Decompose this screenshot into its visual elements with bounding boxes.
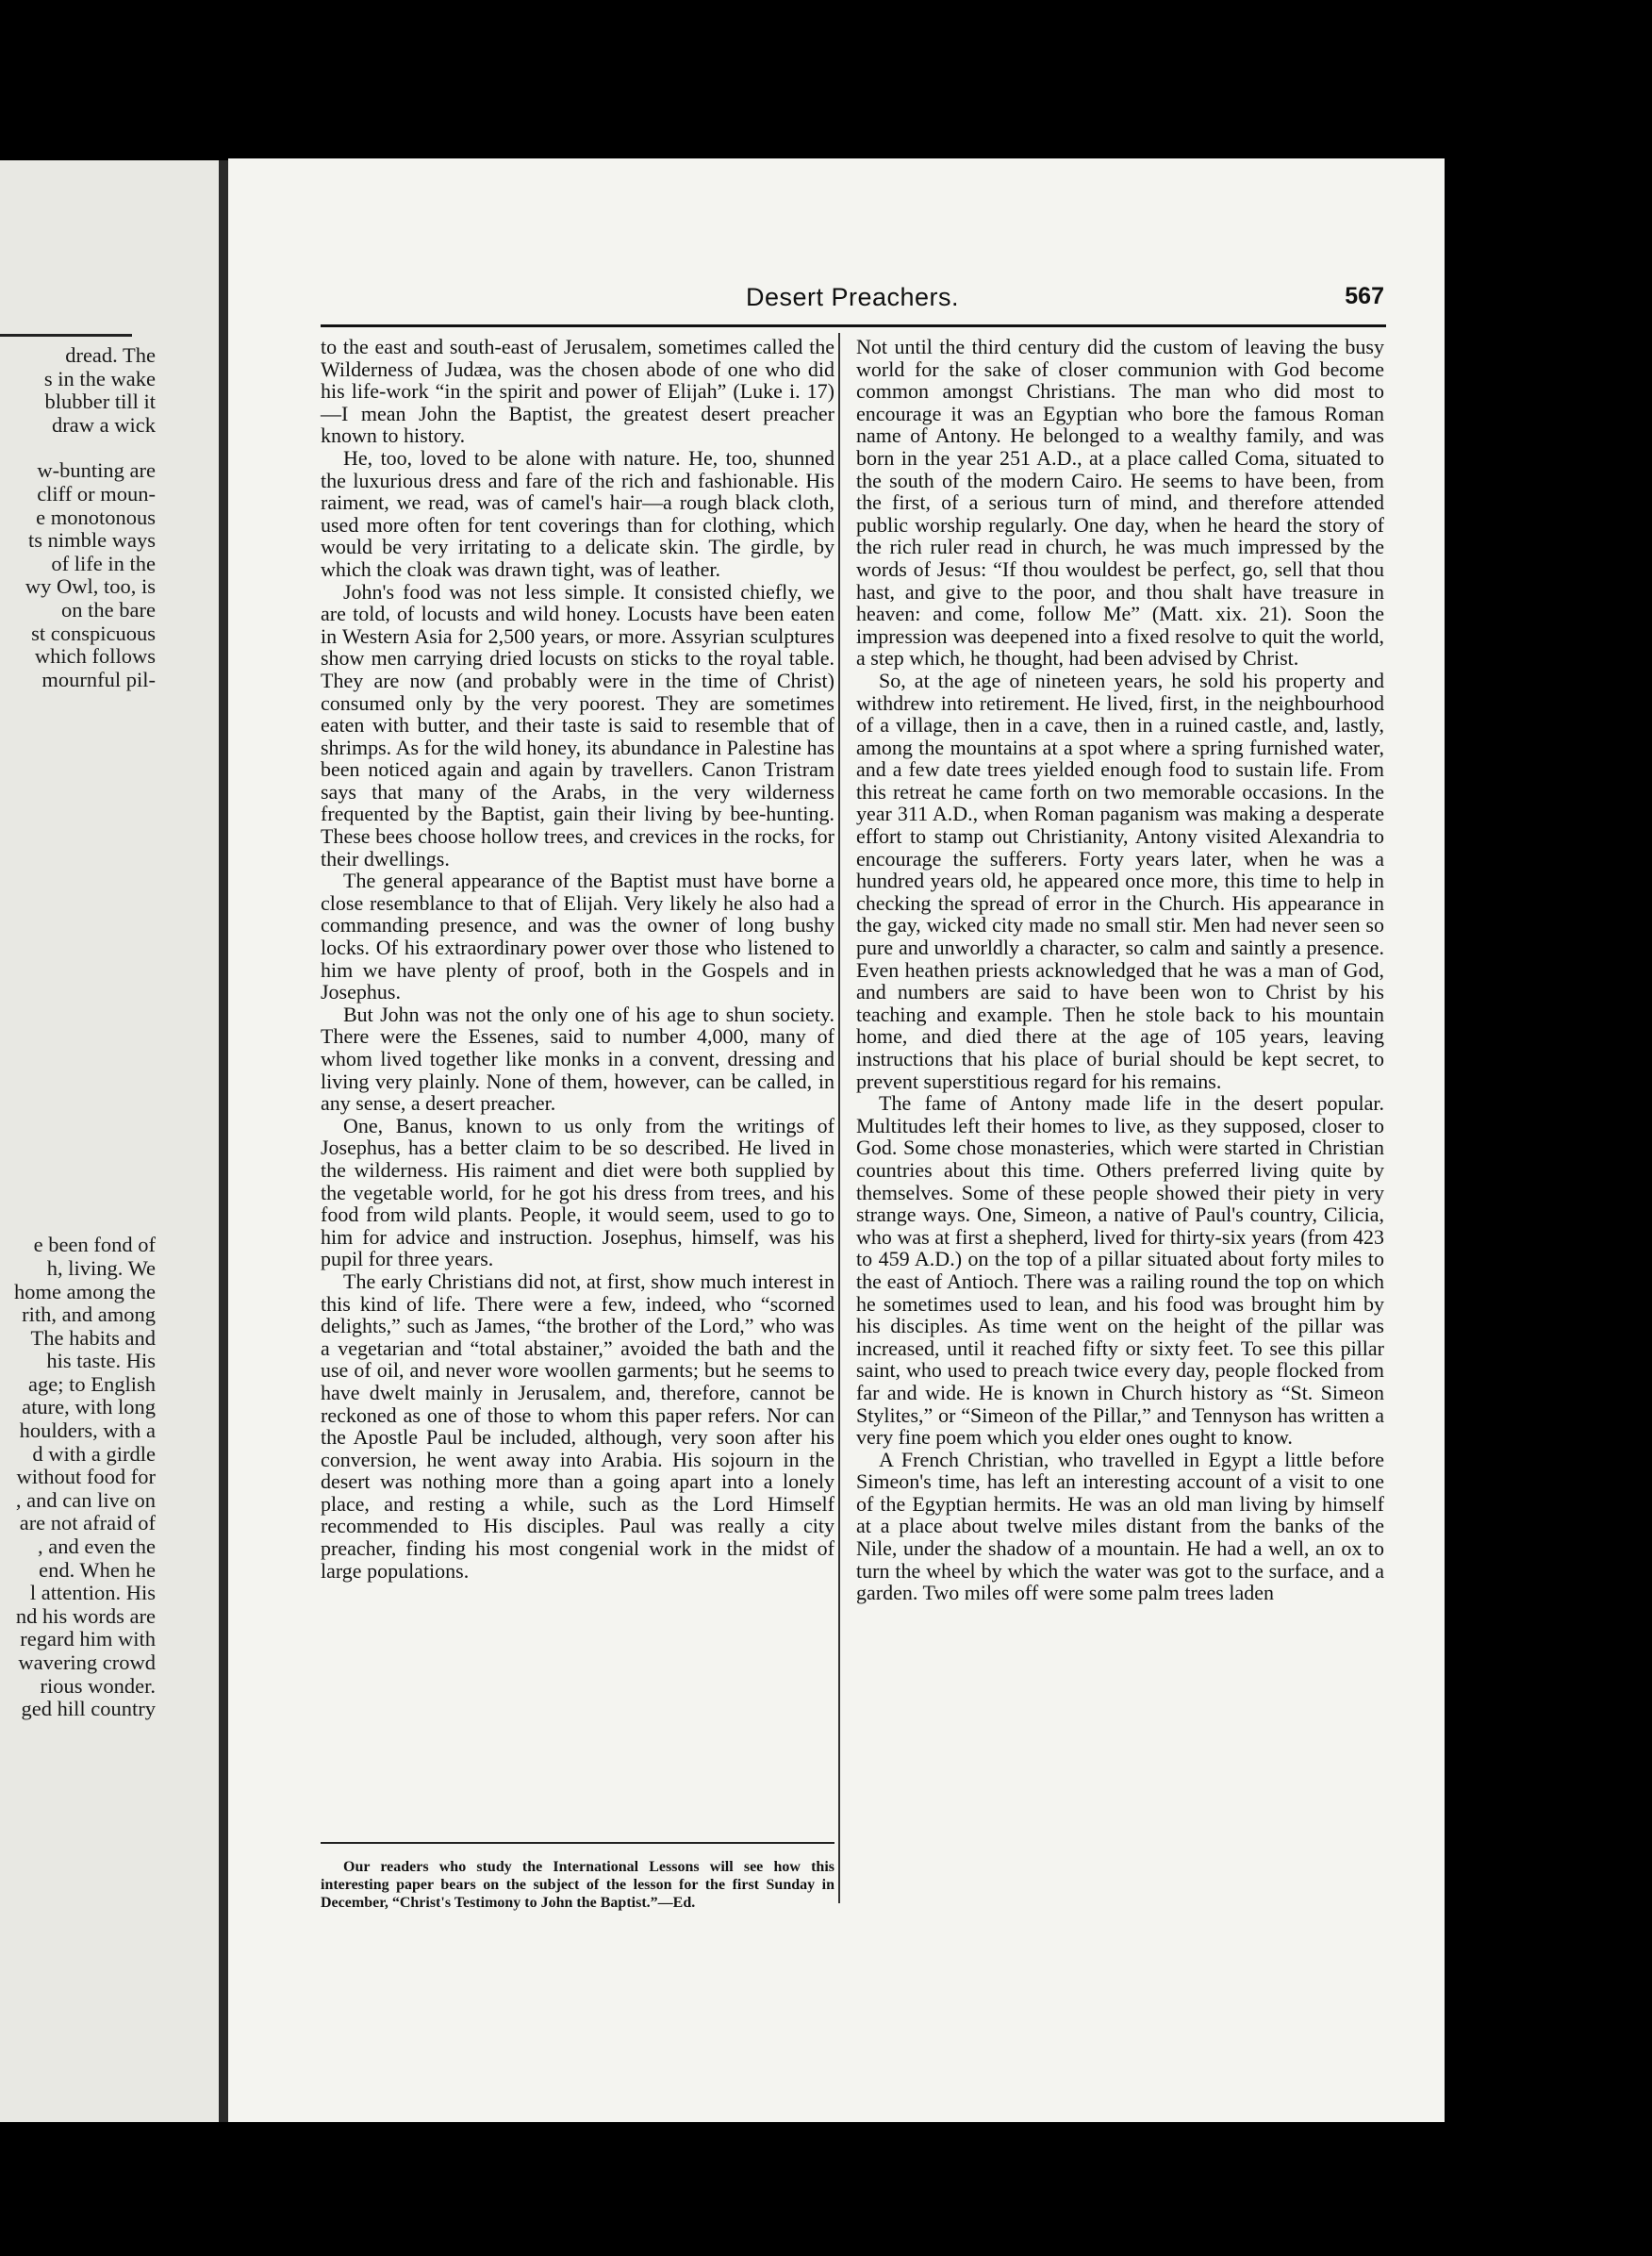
facing-page-line: The habits and [30,1326,156,1350]
facing-page-line: rious wonder. [40,1674,156,1698]
paragraph: Not until the third century did the custom of leaving the busy world for the sake of closer communion with God become common amongst Christians. The man who did most to encourage it was an Egyptian who bore the famous Roman name of Antony. He belonged to a wealthy family, and was born in the year 251 A.D., at a place called Coma, situated to the south of the modern Cairo. He seems to have been, from the first, of a serious turn of mind, and therefore attended public worship regularly. One day, when he heard the story of the rich ruler read in church, he was much impressed by the words of Jesus: “If thou wouldest be perfect, go, sell that thou hast, and give to the poor, and thou shalt have treasure in heaven: and come, follow Me” (Matt. xix. 21). Soon the impression was deepened into a fixed resolve to quit the world, a step which, he thought, had been advised by Christ. [856,335,1384,671]
facing-page-line: h, living. We [46,1256,156,1280]
paragraph: So, at the age of nineteen years, he sold his property and withdrew into retirement. He lived, first, in the neighbourhood of a village, then in a cave, then in a ruined castle, and, lastly, among the mountains at a spot where a spring furnished water, and a few date trees yielded enough food to sustain life. From this retreat he came forth on two memorable occasions. In the year 311 A.D., when Roman paganism was making a desperate effort to stamp out Christianity, Antony visited Alexandria to encourage the sufferers. Forty years later, when he was a hundred years old, he appeared once more, this time to help in checking the spread of error in the Church. His appearance in the gay, wicked city made no small stir. Men had never seen so pure and unworldly a character, so calm and saintly a presence. Even heathen priests acknowledged that he was a man of God, and numbers are said to have been won to Christ by his teaching and example. Then he stole back to his mountain home, and died there at the age of 105 years, leaving instructions that his place of burial should be kept secret, to prevent superstitious regard for his remains. [856,668,1384,1093]
column-divider [838,333,840,1903]
facing-page-line: wavering crowd [18,1651,156,1674]
facing-page-line: end. When he [39,1558,156,1582]
facing-page-line: st conspicuous [31,622,156,645]
paragraph: He, too, loved to be alone with nature. He, too, shunned the luxurious dress and fare of the rich and fashionable. His raiment, we read, was of camel's hair—a rough black cloth, used more often for tent coverings than for clothing, which would be very irritating to a delicate skin. The girdle, by which the cloak was drawn tight, was of leather. [321,445,834,581]
page-header [321,283,1384,321]
facing-page-text [0,344,156,1721]
facing-page-line: which follows [34,645,156,669]
paragraph: John's food was not less simple. It consisted chiefly, we are told, of locusts and wild honey. Locusts have been eaten in Western Asia for 2,500 years, or more. Assyrian sculptures show men carrying dried locusts on sticks to the royal table. They are now (and probably were in the time of Christ) consumed only by the very poorest. They are sometimes eaten with butter, and their taste is said to resemble that of shrimps. As for the wild honey, its abundance in Palestine has been noticed again and again by travellers. Canon Tristram says that many of the Arabs, in the very wilderness frequented by the Baptist, gain their living by bee-hunting. These bees choose hollow trees, and crevices in the rocks, for their dwellings. [321,579,834,871]
fragment-gap [0,691,156,1234]
paragraph: to the east and south-east of Jerusalem, sometimes called the Wilderness of Judæa, was the chosen abode of one who did his life-work “in the spirit and power of Elijah” (Luke i. 17)—I mean John the Baptist, the greatest desert preacher known to history. [321,335,834,448]
facing-page-line: e been fond of [33,1234,156,1257]
paragraph: The general appearance of the Baptist must have borne a close resemblance to that of Elijah. Very likely he also had a commanding presence, and was the owner of long bushy locks. Of his extraordinary power over those who listened to him we have plenty of proof, both in the Gospels and in Josephus. [321,869,834,1004]
facing-page-line: dread. The [65,344,156,367]
text-column-left [321,336,834,1582]
facing-page-line: blubber till it [44,390,156,414]
facing-page-line: wy Owl, too, is [25,575,156,599]
facing-page-line: regard him with [20,1628,156,1651]
paragraph: A French Christian, who travelled in Egypt a little before Simeon's time, has left an interesting account of a visit to one of the Egyptian hermits. He was an old man living by himself at a place about twelve miles distant from the banks of the Nile, under the shadow of a mountain. He had a well, an ox to turn the wheel by which the water was got to the surface, and a garden. Two miles off were some palm trees laden [856,1447,1384,1605]
paragraph: The early Christians did not, at first, show much interest in this kind of life. There were a few, indeed, who “scorned delights,” such as James, “the brother of the Lord,” who was a vegetarian and “total abstainer,” avoided the bath and the use of oil, and never wore woollen garments; but he seems to have dwelt mainly in Jerusalem, and, therefore, cannot be reckoned as one of those to whom this paper refers. Nor can the Apostle Paul be included, although, very soon after his conversion, he went away into Arabia. His sojourn in the desert was nothing more than a going apart into a lonely place, and resting a while, such as the Lord Himself recommended to His disciples. Paul was really a city preacher, finding his most congenial work in the midst of large populations. [321,1269,834,1583]
page-number: 567 [1345,283,1384,309]
facing-page-line: nd his words are [15,1604,156,1628]
facing-page-line: on the bare [61,598,156,622]
facing-page-line: rith, and among [22,1303,156,1327]
facing-page-line: ts nimble ways [28,529,156,553]
fragment-gap [0,437,156,459]
running-title: Desert Preachers. [745,283,960,311]
facing-page-line: s in the wake [43,367,156,390]
facing-page-line: draw a wick [52,413,156,437]
paragraph: The fame of Antony made life in the desert popular. Multitudes left their homes to live, as they supposed, closer to God. Some chose monasteries, which were started in Christian countries about this time. Others preferred living quite by themselves. Some of these people showed their piety in very strange ways. One, Simeon, a native of Paul's country, Cilicia, who was at first a shepherd, lived for thirty-six years (from 423 to 459 A.D.) on the top of a pillar situated about forty miles to the east of Antioch. There was a railing round the top on which he sometimes used to lean, and his food was brought him by his disciples. As time went on the height of the pillar was increased, until it reached fifty or sixty feet. To see this pillar saint, who used to preach twice every day, people flocked from far and wide. He is known in Church history as “St. Simeon Stylites,” or “Simeon of the Pillar,” and Tennyson has written a very fine poem which you elder ones ought to know. [856,1091,1384,1450]
facing-page-line: e monotonous [36,506,156,529]
header-rule [321,324,1386,327]
book-page [228,158,1445,2122]
facing-page-line: his taste. His [46,1350,156,1373]
facing-page-line: ged hill country [21,1698,156,1721]
footnote-text: Our readers who study the International Lessons will see how this interesting paper bears on the subject of the lesson for the first Sunday in December, “Christ's Testimony to John the Baptist.”—Ed. [321,1859,834,1911]
facing-page-line: , and even the [38,1535,156,1559]
facing-page-line: of life in the [51,552,156,575]
facing-page-line: houlders, with a [19,1419,156,1443]
facing-page-line: w-bunting are [37,459,156,483]
facing-page-line: are not afraid of [19,1512,156,1535]
facing-page-line: without food for [16,1466,156,1489]
facing-page-fragment [0,160,219,2122]
facing-page-rule [0,334,132,337]
facing-page-line: ature, with long [22,1396,156,1419]
facing-page-line: , and can live on [15,1488,156,1512]
text-column-right [856,336,1384,1604]
facing-page-line: d with a girdle [32,1442,156,1466]
paragraph: But John was not the only one of his age to shun society. There were the Essenes, said to number 4,000, many of whom lived together like monks in a convent, dressing and living very plainly. None of them, however, can be called, in any sense, a desert preacher. [321,1002,834,1116]
footnote-rule [321,1842,834,1844]
footnote [321,1858,834,1912]
facing-page-line: home among the [14,1280,156,1303]
facing-page-line: cliff or moun- [37,482,156,506]
facing-page-line: l attention. His [29,1582,156,1605]
facing-page-line: age; to English [28,1372,156,1396]
facing-page-line: mournful pil- [41,668,156,691]
paragraph: One, Banus, known to us only from the writings of Josephus, has a better claim to be so described. He lived in the wilderness. His raiment and diet were both supplied by the vegetable world, for he got his dress from trees, and his food from wild plants. People, it would seem, used to go to him for advice and instruction. Josephus, himself, was his pupil for three years. [321,1113,834,1271]
